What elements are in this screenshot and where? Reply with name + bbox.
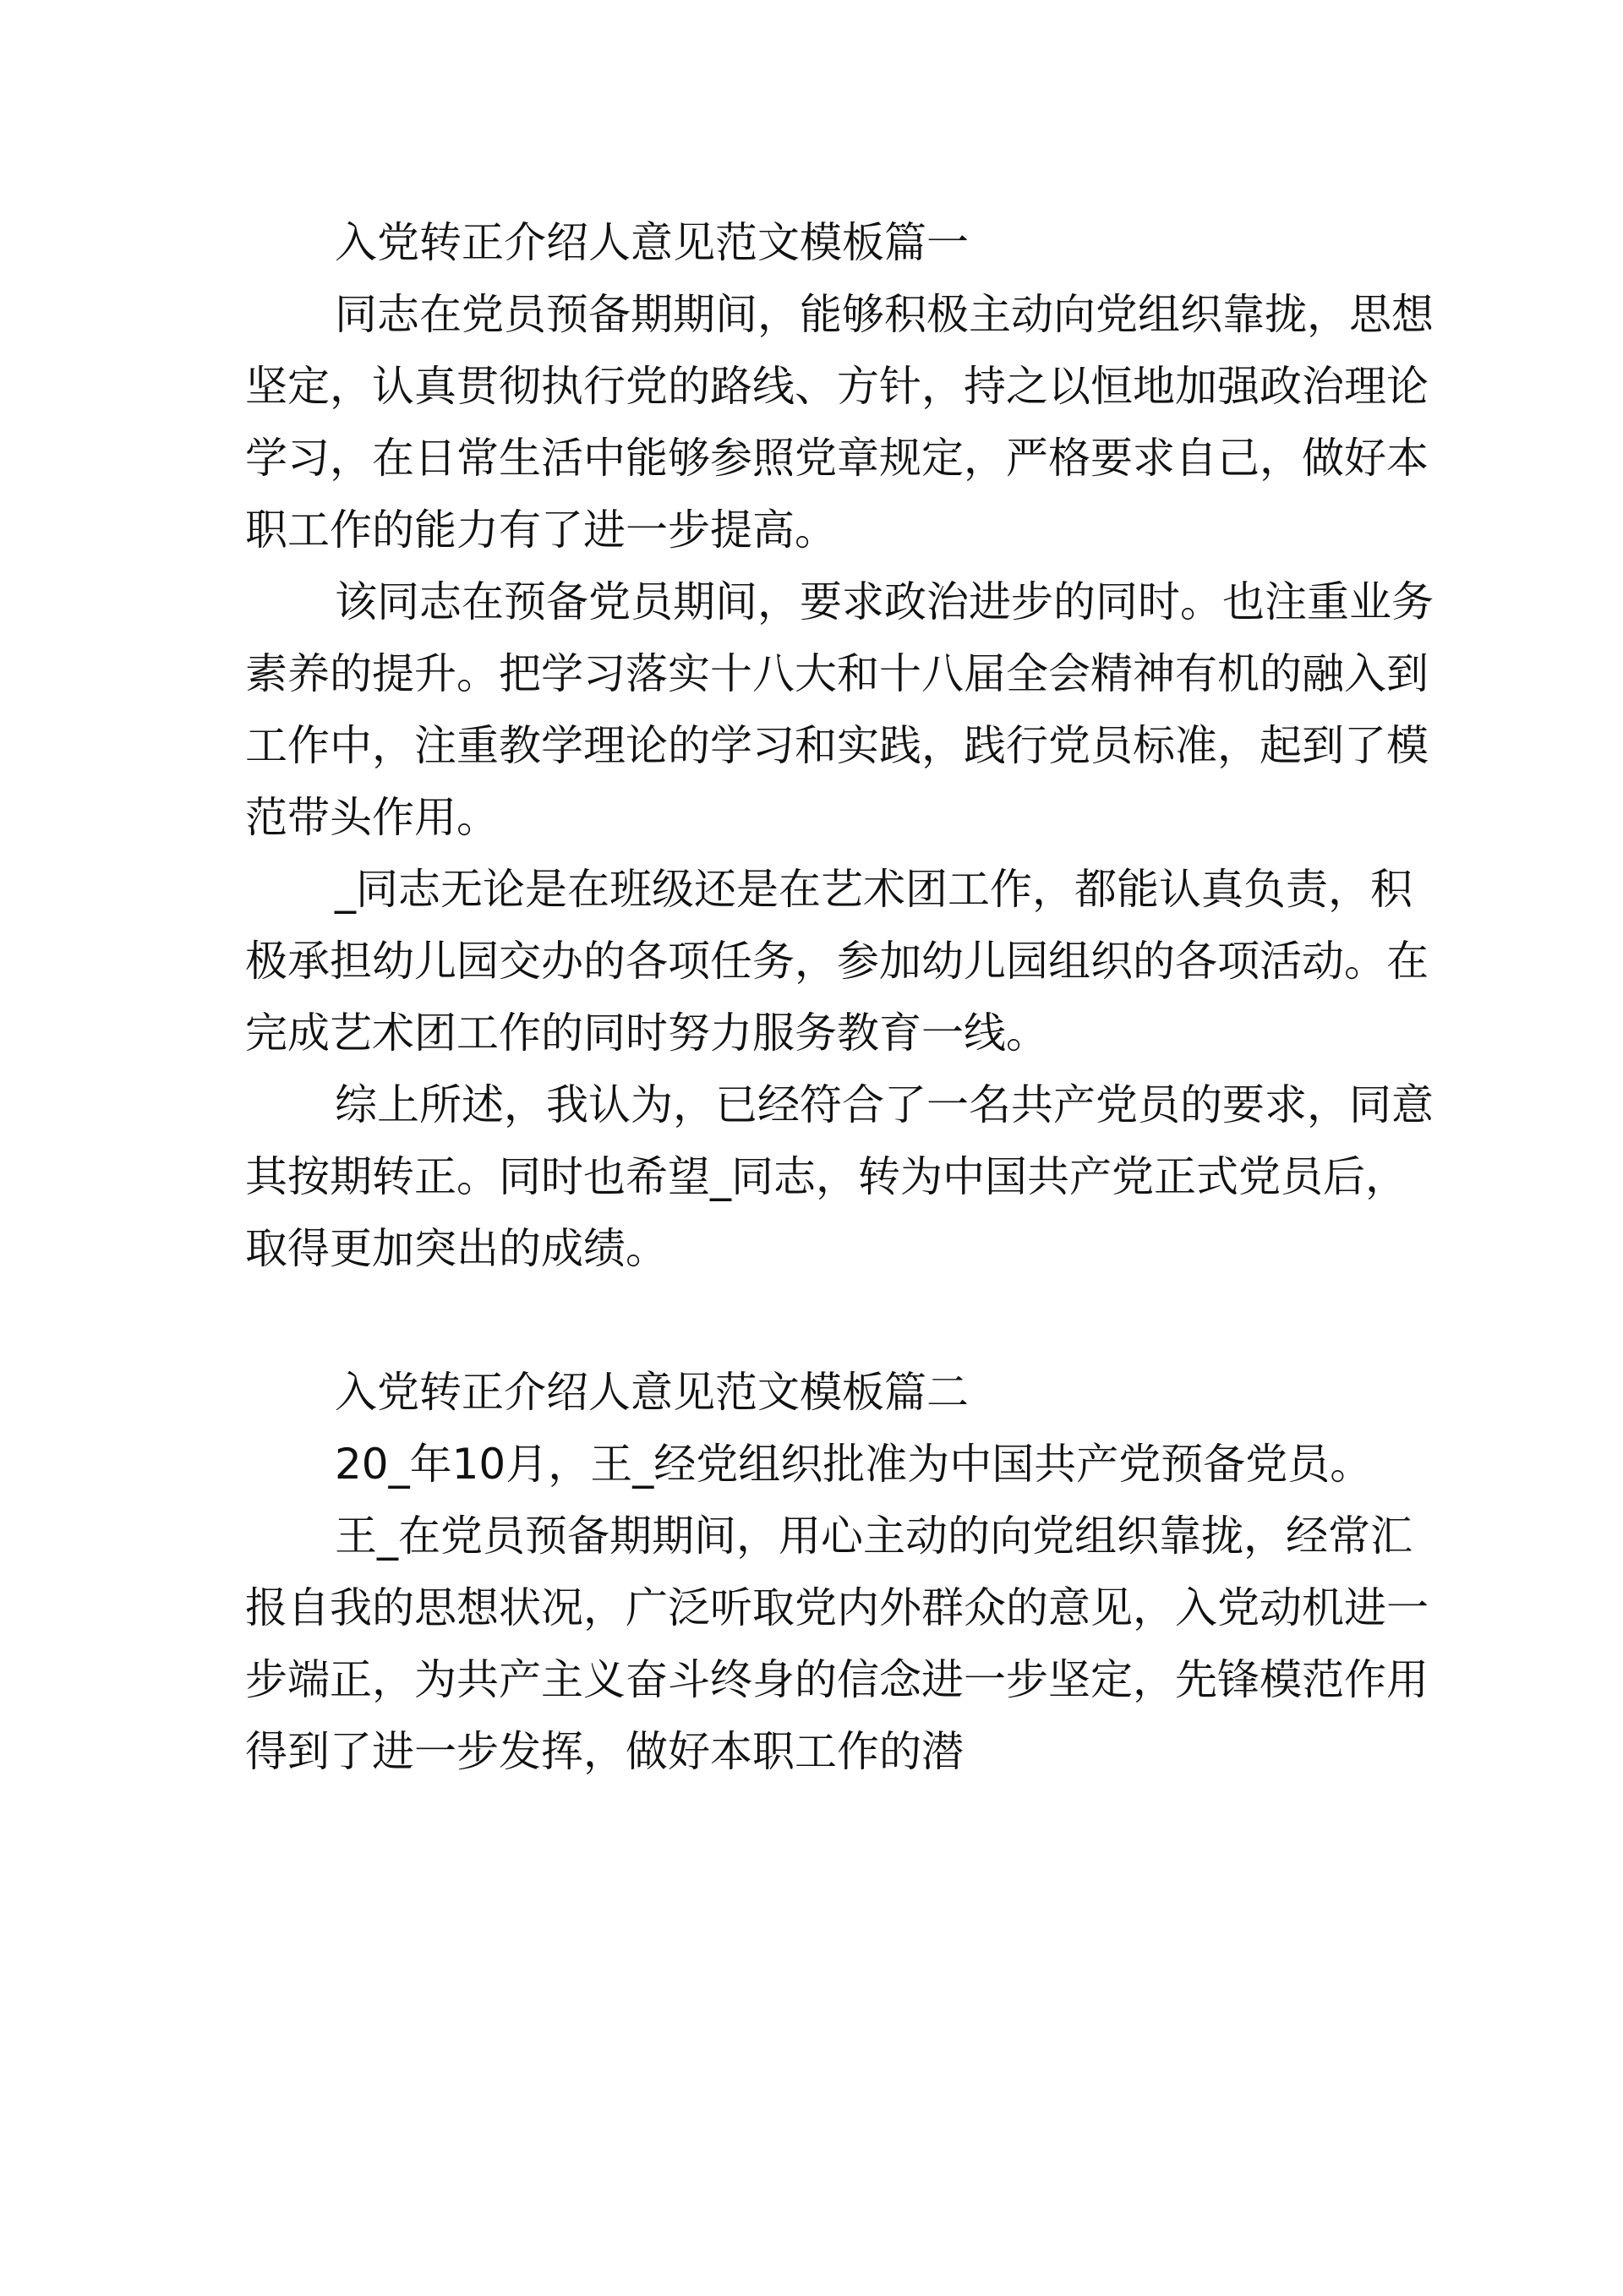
paragraph: 同志在党员预备期期间，能够积极主动向党组织靠拢，思想坚定，认真贯彻执行党的路线、方针，持之以恒地加强政治理论学习，在日常生活中能够参照党章规定，严格要求自己，做好本职工作的能力有了进一步提高。	[245, 290, 1434, 555]
paragraph: 综上所述，我认为，已经符合了一名共产党员的要求，同意其按期转正。同时也希望_同志，转为中国共产党正式党员后，取得更加突出的成绩。	[245, 1080, 1434, 1273]
paragraph: 该同志在预备党员期间，要求政治进步的同时。也注重业务素养的提升。把学习落实十八大和十八届全会精神有机的融入到工作中，注重教学理论的学习和实践，践行党员标准，起到了模范带头作用。	[245, 577, 1434, 842]
section-spacer	[245, 1285, 1445, 1357]
paragraph: 20_年10月，王_经党组织批准为中国共产党预备党员。	[335, 1440, 1373, 1489]
paragraph: 王_在党员预备期期间，用心主动的向党组织靠拢，经常汇报自我的思想状况，广泛听取党内外群众的意见，入党动机进一步端正，为共产主义奋斗终身的信念进一步坚定，先锋模范作用得到了进一步发挥，做好本职工作的潜	[245, 1512, 1429, 1776]
paragraph: _同志无论是在班级还是在艺术团工作，都能认真负责，积极承担幼儿园交办的各项任务，参加幼儿园组织的各项活动。在完成艺术团工作的同时努力服务教育一线。	[245, 865, 1429, 1058]
section-title: 入党转正介绍人意见范文模板篇二	[335, 1368, 969, 1417]
document-page	[245, 207, 1445, 1788]
section-title: 入党转正介绍人意见范文模板篇一	[335, 218, 969, 267]
